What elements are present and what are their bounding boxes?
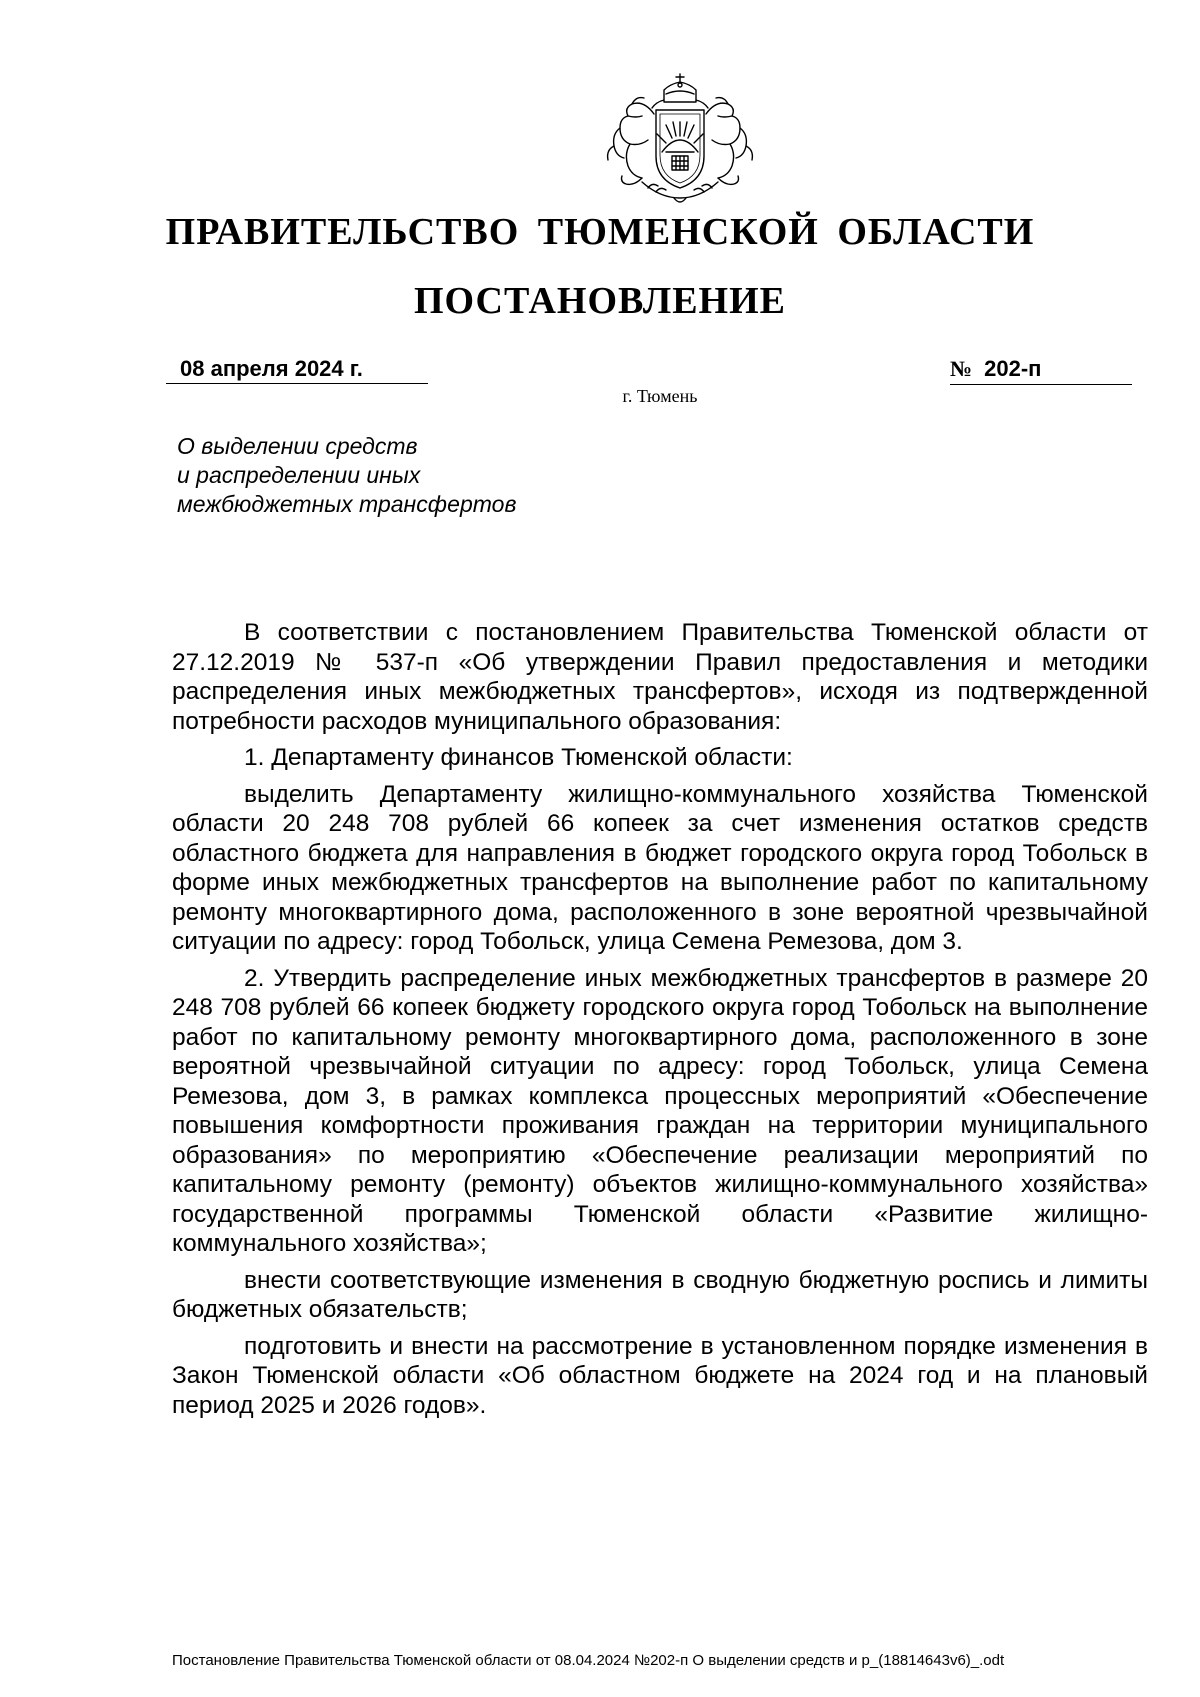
document-type: ПОСТАНОВЛЕНИЕ (413, 280, 787, 322)
clause-law-amendments: подготовить и внести на рассмотрение в установленном порядке изменения в Закон Тюменской области «Об областном бюджете на 2024 год и на плановый период 2025 и 2026 годов». (172, 1332, 1148, 1419)
subject-line: и распределении иных (177, 462, 421, 488)
subject-line: межбюджетных трансфертов (177, 491, 517, 517)
issue-city: г. Тюмень (622, 386, 698, 406)
file-footer: Постановление Правительства Тюменской области от 08.04.2024 №202-п О выделении средств и р_(18814643v6)_.odt (172, 1652, 1005, 1669)
clause-1-heading: 1. Департаменту финансов Тюменской области: (244, 744, 793, 771)
document-number: 202-п (984, 356, 1042, 381)
number-sign: № (950, 356, 973, 381)
clause-2-paragraph: 2. Утвердить распределение иных межбюджетных трансфертов в размере 20 248 708 рублей 66 копеек бюджету городского округа город Тобольск на выполнение работ по капитальному ремонту многоквартирного дома, расположенного в зоне вероятной чрезвычайной ситуации по адресу: город Тобольск, улица Семена Ремезова, дом 3, в рамках комплекса процессных мероприятий «Обеспечение повышения комфортности проживания граждан на территории муниципального образования» по мероприятию «Обеспечение реализации мероприятий по капитальному ремонту (ремонту) объектов жилищно-коммунального хозяйства» государственной программы Тюменской области «Развитие жилищно-коммунального хозяйства»; (172, 964, 1148, 1257)
document-date: 08 апреля 2024 г. (166, 354, 428, 384)
clause-1-allocate: выделить Департаменту жилищно-коммунального хозяйства Тюменской области 20 248 708 рублей 66 копеек за счет изменения остатков средств областного бюджета для направления в бюджет городского округа город Тобольск в форме иных межбюджетных трансфертов на выполнение работ по капитальному ремонту многоквартирного дома, расположенного в зоне вероятной чрезвычайной ситуации по адресу: город Тобольск, улица Семена Ремезова, дом 3. (172, 780, 1148, 955)
preamble-paragraph: В соответствии с постановлением Правительства Тюменской области от 27.12.2019 № 537-п «Об утверждении Правил предоставления и методики распределения иных межбюджетных трансфертов», исходя из подтвержденной потребности расходов муниципального образования: (172, 619, 1148, 735)
document-number-field (950, 354, 1132, 385)
document-subject (177, 432, 627, 519)
coat-of-arms-icon (590, 70, 770, 210)
government-title: ПРАВИТЕЛЬСТВО ТЮМЕНСКОЙ ОБЛАСТИ (165, 211, 1035, 253)
clause-budget-changes: внести соответствующие изменения в сводную бюджетную роспись и лимиты бюджетных обязательств; (172, 1266, 1148, 1323)
document-body (172, 618, 1148, 1427)
subject-line: О выделении средств (177, 433, 418, 459)
